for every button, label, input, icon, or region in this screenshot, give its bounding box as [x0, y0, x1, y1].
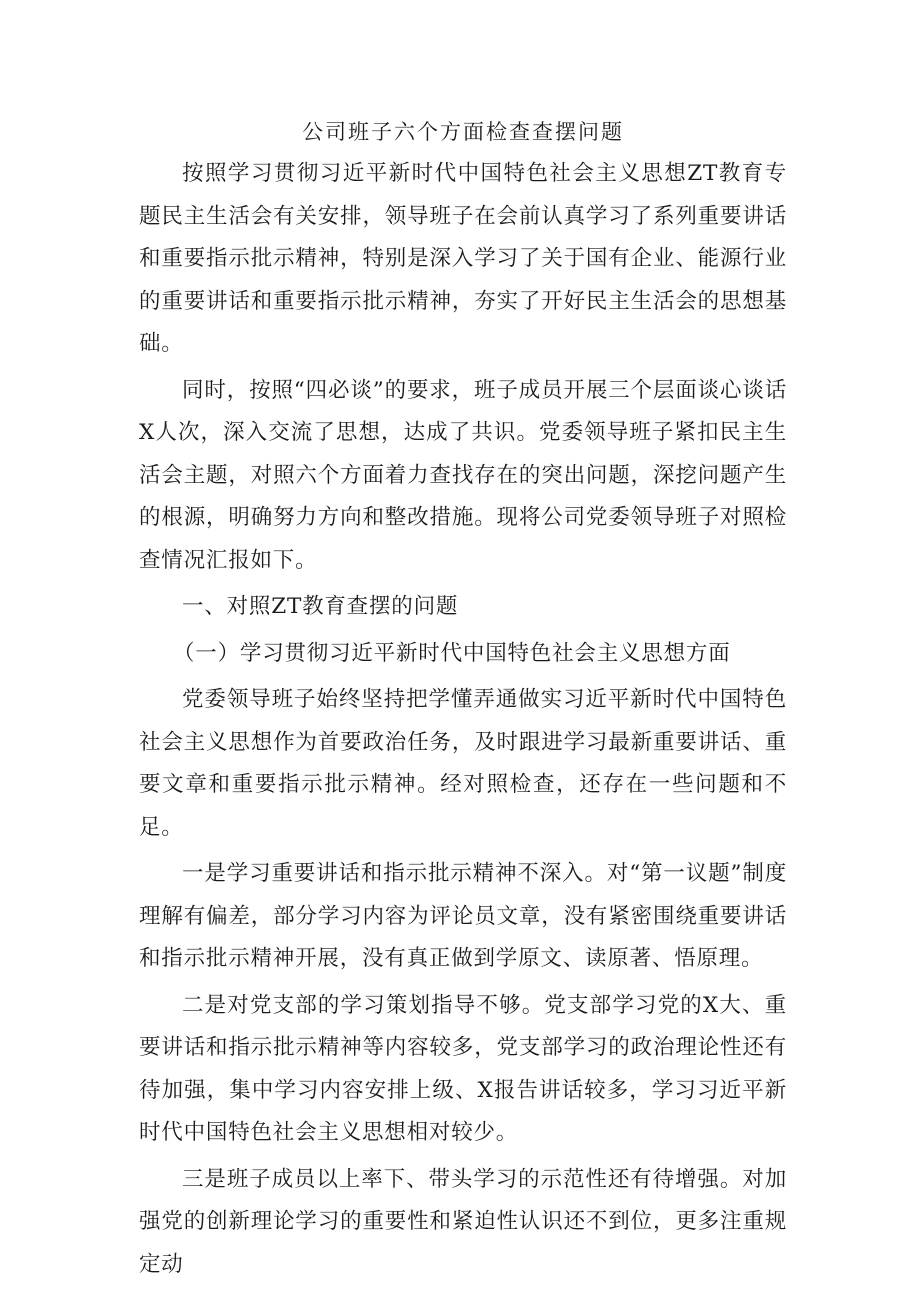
body-paragraph-4: 三是班子成员以上率下、带头学习的示范性还有待增强。对加强党的创新理论学习的重要性和紧迫性认识还不到位，更多注重规定动	[139, 1166, 787, 1277]
body-paragraph-1: 党委领导班子始终坚持把学懂弄通做实习近平新时代中国特色社会主义思想作为首要政治任务，及时跟进学习最新重要讲话、重要文章和重要指示批示精神。经对照检查，还存在一些问题和不足。	[139, 687, 787, 840]
intro-paragraph-2: 同时，按照“四必谈”的要求，班子成员开展三个层面谈心谈话X人次，深入交流了思想，达成了共识。党委领导班子紧扣民主生活会主题，对照六个方面着力查找存在的突出问题，深挖问题产生的根源，明确努力方向和整改措施。现将公司党委领导班子对照检查情况汇报如下。	[139, 377, 787, 573]
section-heading: 一、对照ZT教育查摆的问题	[182, 594, 459, 619]
document-body	[139, 117, 787, 1290]
intro-paragraph-1: 按照学习贯彻习近平新时代中国特色社会主义思想ZT教育专题民主生活会有关安排，领导班子在会前认真学习了系列重要讲话和重要指示批示精神，特别是深入学习了关于国有企业、能源行业的重要讲话和重要指示批示精神，夯实了开好民主生活会的思想基础。	[139, 161, 787, 356]
subsection-heading: （一）学习贯彻习近平新时代中国特色社会主义思想方面	[173, 640, 731, 666]
body-paragraph-2: 一是学习重要讲话和指示批示精神不深入。对“第一议题”制度理解有偏差，部分学习内容为评论员文章，没有紧密围绕重要讲话和指示批示精神开展，没有真正做到学原文、读原著、悟原理。	[139, 861, 787, 971]
body-paragraph-3: 二是对党支部的学习策划指导不够。党支部学习党的X大、重要讲话和指示批示精神等内容较多，党支部学习的政治理论性还有待加强，集中学习内容安排上级、X报告讲话较多，学习习近平新时代中国特色社会主义思想相对较少。	[139, 992, 787, 1145]
document-title: 公司班子六个方面检查查摆问题	[302, 120, 624, 144]
